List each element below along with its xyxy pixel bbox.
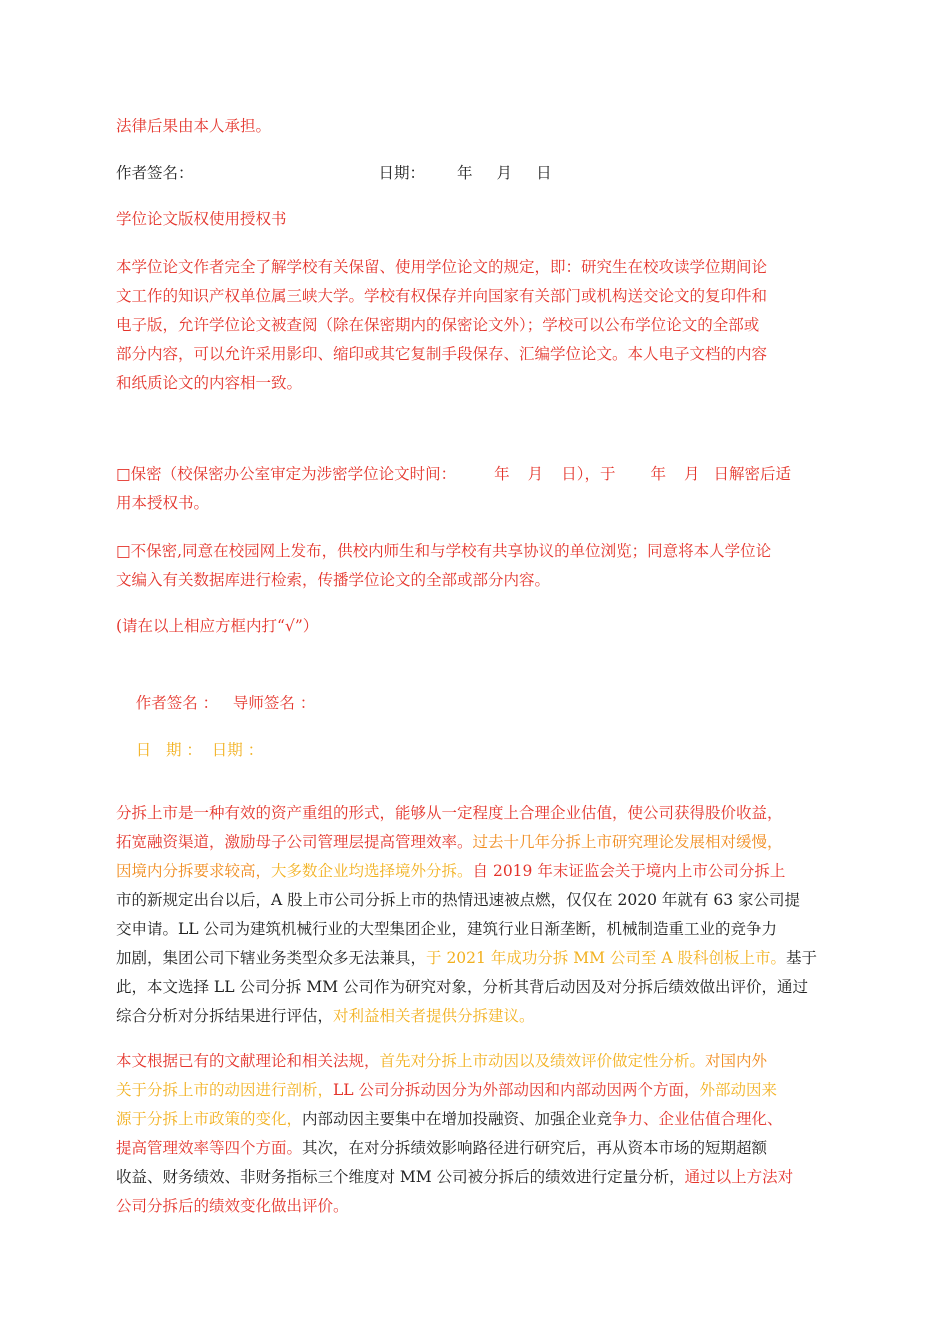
abstract-segment: 大多数企业均选择境外分拆。 <box>271 862 473 880</box>
abstract-line: 市的新规定出台以后，A 股上市公司分拆上市的热情迅速被点燃，仅仅在 2020 年就有 63 家公司提 <box>116 891 801 909</box>
authorization-line: 本学位论文作者完全了解学校有关保留、使用学位论文的规定，即：研究生在校攻读学位期间论 <box>116 258 768 276</box>
secret-month: 月 <box>527 465 544 483</box>
abstract-segment: 过去十几年分拆上市研究理论发展相对缓慢， <box>472 833 783 851</box>
authorization-paragraph <box>116 253 834 398</box>
abstract-line <box>116 1163 834 1192</box>
abstract-segment: 本文根据已有的文献理论和相关法规， <box>116 1052 380 1070</box>
authorization-line: 部分内容，可以允许采用影印、缩印或其它复制手段保存、汇编学位论文。本人电子文档的内容 <box>116 345 768 363</box>
abstract-segment: 基于 <box>785 949 817 967</box>
abstract-segment: 综合分析对分拆结果进行评估， <box>116 1007 334 1025</box>
date-label: 日期： <box>378 164 426 182</box>
date-year: 年 <box>457 164 473 182</box>
secret-year2: 年 <box>650 465 666 483</box>
option-secret <box>116 460 834 518</box>
authorization-line: 和纸质论文的内容相一致。 <box>116 374 303 392</box>
abstract-line <box>116 1134 834 1163</box>
abstract-segment: 关于分拆上市的动因进行剖析， <box>116 1081 334 1099</box>
authorization-title-text: 学位论文版权使用授权书 <box>116 210 287 228</box>
abstract-line: 此，本文选择 LL 公司分拆 MM 公司作为研究对象，分析其背后动因及对分拆后绩效做出评价，通过 <box>116 978 809 996</box>
abstract-line <box>116 1047 834 1076</box>
sign-line-text: 作者签名 ： 导师签名 ： <box>135 694 316 712</box>
date-line-text: 日 期 ： 日期 ： <box>135 741 264 759</box>
abstract-segment: 争力、企业估值合理化、 <box>612 1110 783 1128</box>
option-public-line: 文编入有关数据库进行检索，传播学位论文的全部或部分内容。 <box>116 571 551 589</box>
abstract-segment: 内部动因主要集中在增加投融资、加强企业竞 <box>302 1110 613 1128</box>
abstract-line: 分拆上市是一种有效的资产重组的形式，能够从一定程度上合理企业估值，使公司获得股价收益， <box>116 804 783 822</box>
abstract-segment: 其次，在对分拆绩效影响路径进行研究后，再从资本市场的短期超额 <box>302 1139 768 1157</box>
secret-year: 年 <box>494 465 510 483</box>
abstract-segment: 对国内外 <box>705 1052 768 1070</box>
abstract-paragraph-2 <box>116 1047 834 1221</box>
date-line <box>116 707 834 794</box>
abstract-segment: 通过以上方法对 <box>684 1168 794 1186</box>
abstract-line <box>116 944 834 973</box>
date-month: 月 <box>496 164 513 182</box>
check-note <box>116 612 834 641</box>
consequence-text: 法律后果由本人承担。 <box>116 117 272 135</box>
abstract-segment: 拓宽融资渠道，激励母子公司管理层提高管理效率。 <box>116 833 473 851</box>
abstract-line: 公司分拆后的绩效变化做出评价。 <box>116 1197 349 1215</box>
authorization-title <box>116 205 834 234</box>
author-signature-row <box>116 159 834 188</box>
authorization-line: 文工作的知识产权单位属三峡大学。学校有权保存并向国家有关部门或机构送交论文的复印件和 <box>116 287 768 305</box>
abstract-line <box>116 857 834 886</box>
authorization-line: 电子版，允许学位论文被查阅（除在保密期内的保密论文外）；学校可以公布学位论文的全部或 <box>116 316 760 334</box>
abstract-segment: 因境内分拆要求较高， <box>116 862 272 880</box>
date-day: 日 <box>536 164 552 182</box>
abstract-segment: 首先对分拆上市动因以及绩效评价做定性分析。 <box>379 1052 706 1070</box>
abstract-segment: 自 2019 年末证监会关于境内上市公司分拆上 <box>472 862 786 880</box>
secret-tail: 日解密后适 <box>713 465 791 483</box>
abstract-segment: 提高管理效率等四个方面。 <box>116 1139 303 1157</box>
abstract-segment: LL 公司分拆动因分为外部动因和内部动因两个方面， <box>333 1081 700 1099</box>
abstract-paragraph-1 <box>116 799 834 1031</box>
option-secret-line <box>116 460 834 489</box>
abstract-line <box>116 1105 834 1134</box>
check-note-text: (请在以上相应方框内打“√”） <box>116 617 319 635</box>
abstract-segment: 加剧，集团公司下辖业务类型众多无法兼具， <box>116 949 427 967</box>
abstract-line <box>116 828 834 857</box>
option-public <box>116 537 834 595</box>
option-public-line: □不保密,同意在校园网上发布，供校内师生和与学校有共享协议的单位浏览；同意将本人学位论 <box>116 542 772 560</box>
consequence-line <box>116 112 834 141</box>
abstract-segment: 对利益相关者提供分拆建议。 <box>333 1007 535 1025</box>
abstract-segment: 收益、财务绩效、非财务指标三个维度对 MM 公司被分拆后的绩效进行定量分析， <box>116 1168 685 1186</box>
abstract-line <box>116 1076 834 1105</box>
abstract-segment: 源于分拆上市政策的变化， <box>116 1110 303 1128</box>
author-signature-label: 作者签名： <box>116 164 194 182</box>
abstract-line <box>116 1002 834 1031</box>
abstract-segment: 外部动因来 <box>699 1081 778 1099</box>
abstract-line: 交申请。LL 公司为建筑机械行业的大型集团企业，建筑行业日渐垄断，机械制造重工业的竞争力 <box>116 920 778 938</box>
option-secret-text: □保密（校保密办公室审定为涉密学位论文时间： <box>116 465 457 483</box>
secret-day: 日），于 <box>561 465 616 483</box>
abstract-segment: 于 2021 年成功分拆 MM 公司至 A 股科创板上市。 <box>426 949 786 967</box>
option-secret-line: 用本授权书。 <box>116 494 210 512</box>
secret-month2: 月 <box>683 465 700 483</box>
